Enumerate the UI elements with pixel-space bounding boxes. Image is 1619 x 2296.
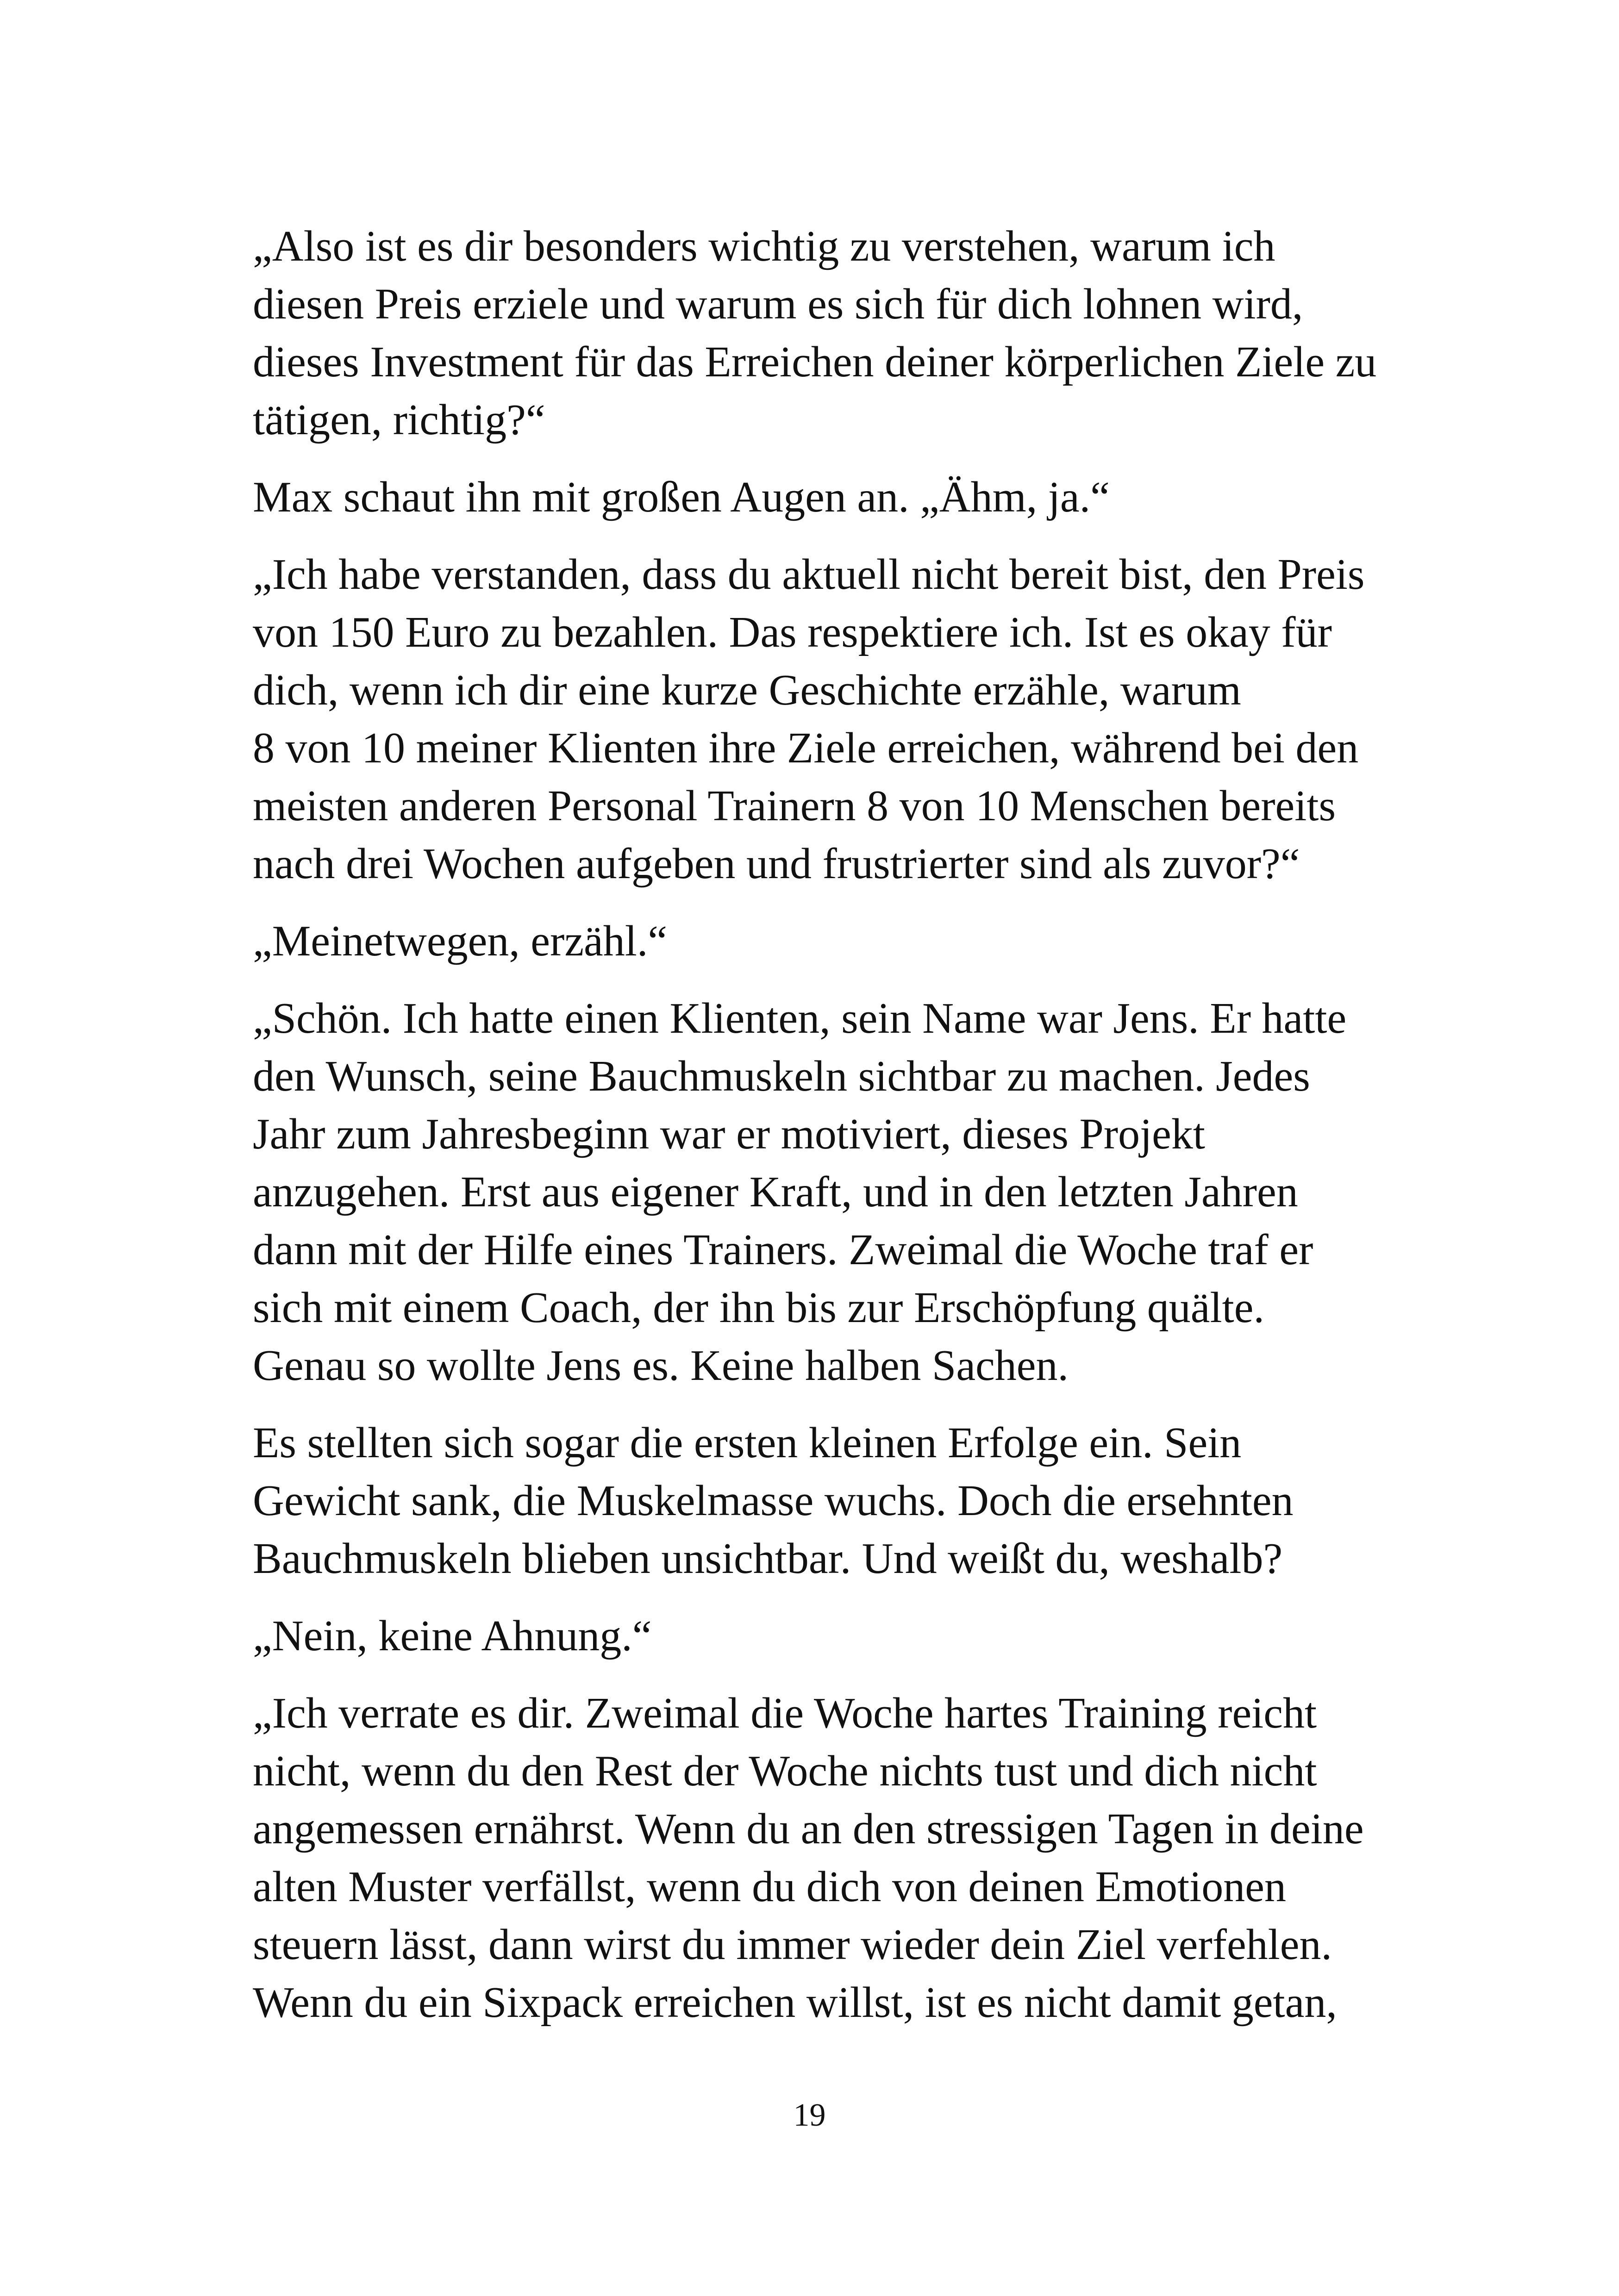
text-line: „Schön. Ich hatte einen Klienten, sein Name war Jens. Er hatte [253,994,1347,1042]
paragraph [253,468,1447,526]
paragraph [253,990,1447,1395]
text-line: von 150 Euro zu bezahlen. Das respektiere ich. Ist es okay für [253,608,1332,656]
text-line: Wenn du ein Sixpack erreichen willst, ist es nicht damit getan, [253,1978,1337,2027]
paragraph [253,1607,1447,1665]
text-line: nach drei Wochen aufgeben und frustrierter sind als zuvor?“ [253,840,1300,888]
text-line: Max schaut ihn mit großen Augen an. „Ähm, ja.“ [253,473,1110,521]
text-line: den Wunsch, seine Bauchmuskeln sichtbar zu machen. Jedes [253,1052,1310,1100]
text-line: steuern lässt, dann wirst du immer wieder dein Ziel verfehlen. [253,1921,1332,1969]
text-line: Es stellten sich sogar die ersten kleinen Erfolge ein. Sein [253,1419,1242,1467]
text-line: sich mit einem Coach, der ihn bis zur Erschöpfung quälte. [253,1284,1264,1332]
text-line: meisten anderen Personal Trainern 8 von 10 Menschen bereits [253,782,1336,830]
text-line: angemessen ernährst. Wenn du an den stressigen Tagen in deine [253,1805,1364,1853]
text-line: nicht, wenn du den Rest der Woche nichts tust und dich nicht [253,1747,1317,1795]
text-line: „Ich habe verstanden, dass du aktuell nicht bereit bist, den Preis [253,550,1365,599]
text-line: dieses Investment für das Erreichen deiner körperlichen Ziele zu [253,338,1377,386]
paragraph [253,1685,1447,2032]
paragraph [253,1414,1447,1588]
text-line: „Meinetwegen, erzähl.“ [253,917,668,965]
text-line: tätigen, richtig?“ [253,396,545,444]
paragraph [253,218,1447,449]
paragraph [253,912,1447,970]
text-line: diesen Preis erziele und warum es sich für dich lohnen wird, [253,280,1303,328]
text-line: Bauchmuskeln blieben unsichtbar. Und weißt du, weshalb? [253,1535,1283,1583]
text-line: Gewicht sank, die Muskelmasse wuchs. Doch die ersehnten [253,1477,1294,1525]
text-line: Jahr zum Jahresbeginn war er motiviert, dieses Projekt [253,1110,1205,1158]
text-line: alten Muster verfällst, wenn du dich von deinen Emotionen [253,1863,1286,1911]
body-text [253,218,1447,2051]
page-number: 19 [793,2097,826,2133]
paragraph [253,546,1447,893]
text-line: dann mit der Hilfe eines Trainers. Zweimal die Woche traf er [253,1226,1313,1274]
text-line: „Nein, keine Ahnung.“ [253,1612,652,1660]
text-line: Genau so wollte Jens es. Keine halben Sachen. [253,1341,1069,1390]
text-line: anzugehen. Erst aus eigener Kraft, und in den letzten Jahren [253,1168,1298,1216]
text-line: „Also ist es dir besonders wichtig zu verstehen, warum ich [253,222,1275,270]
text-line: 8 von 10 meiner Klienten ihre Ziele erreichen, während bei den [253,724,1359,772]
text-line: „Ich verrate es dir. Zweimal die Woche hartes Training reicht [253,1689,1317,1737]
text-line: dich, wenn ich dir eine kurze Geschichte erzähle, warum [253,666,1241,714]
